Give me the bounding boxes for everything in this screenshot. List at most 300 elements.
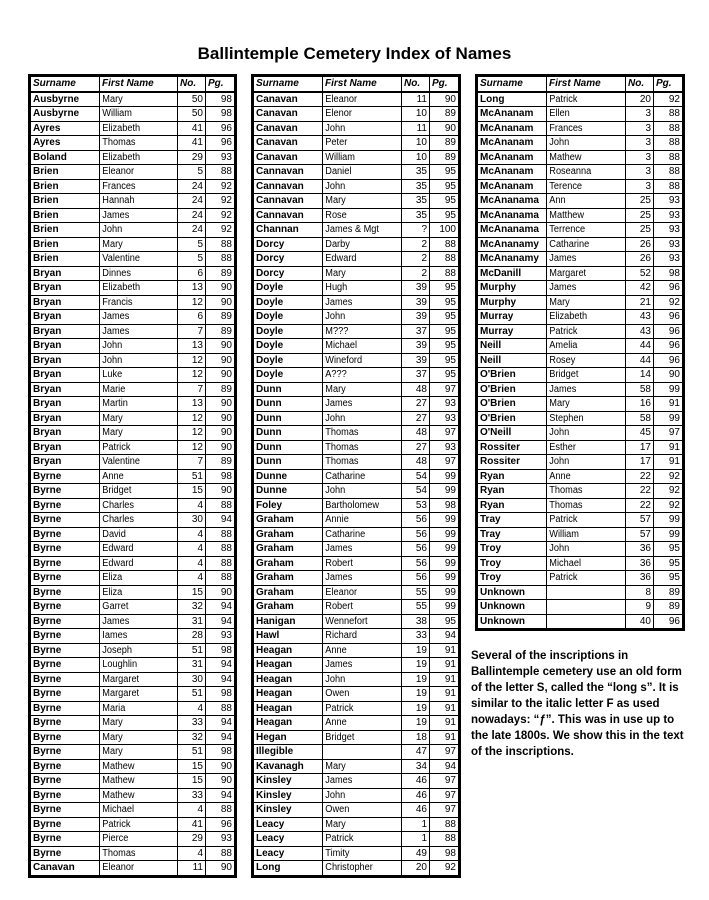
first-name-cell: Maria [100, 701, 172, 716]
first-name-cell: Wineford [323, 353, 396, 368]
surname-cell: Ryan [477, 469, 547, 484]
table-row [253, 846, 460, 861]
surname-cell: Graham [253, 556, 323, 571]
header-no: No. [402, 76, 430, 92]
surname-cell: McAnanama [477, 194, 547, 209]
surname-cell: Bryan [30, 382, 100, 397]
first-name-cell: Mary [323, 194, 396, 209]
surname-cell: Byrne [30, 846, 100, 861]
surname-cell: Bryan [30, 324, 100, 339]
surname-cell: Tray [477, 527, 547, 542]
surname-cell: Murphy [477, 281, 547, 296]
page-number-cell: 89 [654, 585, 684, 600]
page-number-cell: 91 [430, 716, 460, 731]
first-name-cell: William [100, 107, 172, 122]
entry-number-cell: 36 [626, 571, 654, 586]
table-row [30, 846, 236, 861]
table-row [477, 585, 684, 600]
page-number-cell: 92 [654, 92, 684, 107]
table-row [30, 121, 236, 136]
page-number-cell: 95 [430, 339, 460, 354]
table-row [30, 861, 236, 877]
first-name-cell: James [547, 382, 620, 397]
page-number-cell: 88 [206, 542, 236, 557]
entry-number-cell: 24 [178, 223, 206, 238]
surname-cell: Troy [477, 571, 547, 586]
first-name-cell: Mary [547, 295, 620, 310]
page-number-cell: 95 [430, 194, 460, 209]
page-number-cell: 97 [430, 382, 460, 397]
page-number-cell: 88 [430, 832, 460, 847]
table-row [477, 150, 684, 165]
entry-number-cell: 51 [178, 745, 206, 760]
first-name-cell: Thomas [323, 455, 396, 470]
page-number-cell: 99 [430, 469, 460, 484]
first-name-cell: Michael [323, 339, 396, 354]
first-name-cell: Elizabeth [100, 121, 172, 136]
surname-cell: Byrne [30, 803, 100, 818]
first-name-cell: Thomas [100, 846, 172, 861]
first-name-cell: Mary [100, 716, 172, 731]
table-row [477, 527, 684, 542]
surname-cell: Brien [30, 165, 100, 180]
entry-number-cell: 5 [178, 237, 206, 252]
table-row [253, 614, 460, 629]
entry-number-cell: 22 [626, 484, 654, 499]
surname-cell: Hawl [253, 629, 323, 644]
page-number-cell: 94 [430, 759, 460, 774]
table-row [253, 223, 460, 238]
entry-number-cell: 15 [178, 774, 206, 789]
table-row [253, 208, 460, 223]
page-number-cell: 91 [430, 672, 460, 687]
entry-number-cell: 4 [178, 571, 206, 586]
entry-number-cell: 19 [402, 643, 430, 658]
surname-cell: Murphy [477, 295, 547, 310]
first-name-cell: Roseanna [547, 165, 620, 180]
page-number-cell: 98 [430, 498, 460, 513]
header-first-name: First Name [547, 76, 626, 92]
entry-number-cell: 11 [178, 861, 206, 877]
entry-number-cell: 25 [626, 208, 654, 223]
first-name-cell: Eliza [100, 571, 172, 586]
table-row [253, 701, 460, 716]
surname-cell: Byrne [30, 614, 100, 629]
surname-cell: McAnanama [477, 223, 547, 238]
entry-number-cell: 11 [402, 92, 430, 107]
first-name-cell: John [323, 179, 396, 194]
page-number-cell: 88 [206, 165, 236, 180]
page-number-cell: 95 [430, 368, 460, 383]
entry-number-cell: 56 [402, 513, 430, 528]
page-number-cell: 94 [206, 730, 236, 745]
table-row [253, 426, 460, 441]
page-number-cell: 97 [654, 426, 684, 441]
entry-number-cell: 27 [402, 411, 430, 426]
first-name-cell: Patrick [100, 440, 172, 455]
table-row [30, 745, 236, 760]
page-number-cell: 92 [430, 861, 460, 877]
page-number-cell: 96 [654, 324, 684, 339]
surname-cell: Byrne [30, 484, 100, 499]
entry-number-cell: 39 [402, 339, 430, 354]
table-row [253, 730, 460, 745]
surname-cell: Kavanagh [253, 759, 323, 774]
entry-number-cell: 30 [178, 672, 206, 687]
surname-cell: Dunne [253, 484, 323, 499]
table-row [477, 121, 684, 136]
table-row [30, 759, 236, 774]
surname-cell: Brien [30, 194, 100, 209]
table-row [253, 107, 460, 122]
page-number-cell: 92 [206, 208, 236, 223]
table-row [253, 658, 460, 673]
entry-number-cell: 7 [178, 382, 206, 397]
page-number-cell: 88 [430, 266, 460, 281]
entry-number-cell: 56 [402, 556, 430, 571]
first-name-cell: Catharine [547, 237, 620, 252]
page-number-cell: 95 [430, 165, 460, 180]
page-number-cell: 96 [654, 353, 684, 368]
header-surname: Surname [253, 76, 323, 92]
table-row [253, 585, 460, 600]
surname-cell: Ryan [477, 498, 547, 513]
first-name-cell: Charles [100, 513, 172, 528]
entry-number-cell: 38 [402, 614, 430, 629]
table-row [253, 295, 460, 310]
table-row [477, 252, 684, 267]
first-name-cell: James [323, 397, 396, 412]
table-row [30, 513, 236, 528]
entry-number-cell: 12 [178, 411, 206, 426]
table-row [477, 107, 684, 122]
table-row [253, 310, 460, 325]
surname-cell: Troy [477, 556, 547, 571]
page-number-cell: 92 [206, 179, 236, 194]
surname-cell: Dorcy [253, 252, 323, 267]
table-row [253, 774, 460, 789]
first-name-cell: Mathew [100, 788, 172, 803]
surname-cell: Ayres [30, 121, 100, 136]
page-number-cell: 89 [430, 150, 460, 165]
page-number-cell: 88 [654, 165, 684, 180]
surname-cell: McDanill [477, 266, 547, 281]
entry-number-cell: 32 [178, 600, 206, 615]
page-number-cell: 88 [430, 237, 460, 252]
page-number-cell: 93 [430, 397, 460, 412]
table-row [253, 498, 460, 513]
first-name-cell: John [323, 121, 396, 136]
header-pg: Pg. [654, 76, 684, 92]
entry-number-cell: 41 [178, 121, 206, 136]
entry-number-cell: 10 [402, 136, 430, 151]
page-number-cell: 90 [206, 281, 236, 296]
table-row [30, 136, 236, 151]
surname-cell: Unknown [477, 614, 547, 630]
entry-number-cell: 42 [626, 281, 654, 296]
table-row [30, 484, 236, 499]
table-row [30, 310, 236, 325]
page-number-cell: 88 [206, 846, 236, 861]
table-row [253, 469, 460, 484]
table-row [30, 687, 236, 702]
page-number-cell: 89 [206, 324, 236, 339]
entry-number-cell: 32 [178, 730, 206, 745]
first-name-cell: Francis [100, 295, 172, 310]
page-number-cell: 98 [206, 643, 236, 658]
table-row [477, 440, 684, 455]
entry-number-cell: 13 [178, 339, 206, 354]
entry-number-cell: 54 [402, 484, 430, 499]
entry-number-cell: 19 [402, 716, 430, 731]
surname-cell: Neill [477, 339, 547, 354]
table-row [477, 92, 684, 107]
table-row [253, 121, 460, 136]
surname-cell: Doyle [253, 281, 323, 296]
first-name-cell: Hugh [323, 281, 396, 296]
first-name-cell: Loughlin [100, 658, 172, 673]
entry-number-cell: 4 [178, 556, 206, 571]
table-row [253, 382, 460, 397]
surname-cell: Doyle [253, 310, 323, 325]
surname-cell: Illegible [253, 745, 323, 760]
table-row [253, 339, 460, 354]
surname-cell: Doyle [253, 353, 323, 368]
first-name-cell: Valentine [100, 455, 172, 470]
surname-cell: Cannavan [253, 179, 323, 194]
entry-number-cell: 35 [402, 165, 430, 180]
table-row [253, 368, 460, 383]
surname-cell: Murray [477, 310, 547, 325]
index-table-2 [251, 74, 461, 878]
first-name-cell: John [100, 223, 172, 238]
table-row [253, 861, 460, 877]
entry-number-cell: 41 [178, 136, 206, 151]
first-name-cell: James [100, 614, 172, 629]
first-name-cell: Patrick [323, 701, 396, 716]
table-row [30, 324, 236, 339]
surname-cell: Canavan [253, 107, 323, 122]
first-name-cell: Thomas [100, 136, 172, 151]
entry-number-cell: 39 [402, 310, 430, 325]
table-row [477, 614, 684, 630]
entry-number-cell: 39 [402, 353, 430, 368]
first-name-cell [323, 745, 396, 760]
table-row [30, 440, 236, 455]
surname-cell: Canavan [253, 121, 323, 136]
entry-number-cell: 12 [178, 353, 206, 368]
surname-cell: Cannavan [253, 208, 323, 223]
first-name-cell: Thomas [323, 426, 396, 441]
first-name-cell: Mary [100, 730, 172, 745]
entry-number-cell: 8 [626, 585, 654, 600]
surname-cell: Unknown [477, 600, 547, 615]
entry-number-cell: 43 [626, 324, 654, 339]
surname-cell: Hegan [253, 730, 323, 745]
entry-number-cell: 16 [626, 397, 654, 412]
first-name-cell: Eliza [100, 585, 172, 600]
surname-cell: Byrne [30, 542, 100, 557]
table-row [477, 382, 684, 397]
first-name-cell: William [323, 150, 396, 165]
page-number-cell: 95 [430, 614, 460, 629]
first-name-cell: Patrick [547, 571, 620, 586]
first-name-cell [547, 585, 620, 600]
surname-cell: O'Neill [477, 426, 547, 441]
first-name-cell: Bridget [547, 368, 620, 383]
first-name-cell: Garret [100, 600, 172, 615]
page-number-cell: 96 [654, 281, 684, 296]
first-name-cell: John [323, 672, 396, 687]
surname-cell: Boland [30, 150, 100, 165]
page-number-cell: 93 [430, 411, 460, 426]
table-row [253, 455, 460, 470]
page-number-cell: 97 [430, 455, 460, 470]
page-number-cell: 89 [430, 107, 460, 122]
entry-number-cell: 55 [402, 585, 430, 600]
table-row [30, 556, 236, 571]
entry-number-cell: 46 [402, 788, 430, 803]
page-number-cell: 97 [430, 774, 460, 789]
page-number-cell: 88 [654, 150, 684, 165]
entry-number-cell: 12 [178, 426, 206, 441]
first-name-cell: Edward [100, 556, 172, 571]
table-row [477, 237, 684, 252]
page-number-cell: 98 [206, 107, 236, 122]
first-name-cell: Mathew [100, 759, 172, 774]
entry-number-cell: 21 [626, 295, 654, 310]
page-number-cell: 90 [206, 861, 236, 877]
page-number-cell: 98 [654, 266, 684, 281]
first-name-cell: Amelia [547, 339, 620, 354]
surname-cell: Bryan [30, 353, 100, 368]
table-row [477, 571, 684, 586]
entry-number-cell: 5 [178, 165, 206, 180]
table-row [30, 455, 236, 470]
page-number-cell: 92 [206, 194, 236, 209]
entry-number-cell: 18 [402, 730, 430, 745]
first-name-cell: James [547, 281, 620, 296]
table-row [253, 629, 460, 644]
surname-cell: Bryan [30, 310, 100, 325]
table-row [477, 281, 684, 296]
table-row [253, 136, 460, 151]
table-row [477, 397, 684, 412]
surname-cell: Byrne [30, 759, 100, 774]
page-number-cell: 91 [430, 687, 460, 702]
surname-cell: Brien [30, 252, 100, 267]
table-row [477, 513, 684, 528]
table-row [477, 136, 684, 151]
page-number-cell: 94 [206, 658, 236, 673]
first-name-cell: Valentine [100, 252, 172, 267]
surname-cell: Byrne [30, 571, 100, 586]
first-name-cell: Marie [100, 382, 172, 397]
surname-cell: Byrne [30, 469, 100, 484]
page-number-cell: 94 [430, 629, 460, 644]
table-row [253, 165, 460, 180]
entry-number-cell: 22 [626, 469, 654, 484]
first-name-cell: Elenor [323, 107, 396, 122]
entry-number-cell: 15 [178, 585, 206, 600]
table-row [253, 281, 460, 296]
entry-number-cell: 49 [402, 846, 430, 861]
first-name-cell: Joseph [100, 643, 172, 658]
first-name-cell: Eleanor [100, 165, 172, 180]
table-row [30, 788, 236, 803]
surname-cell: Heagan [253, 643, 323, 658]
table-row [30, 339, 236, 354]
first-name-cell: John [323, 411, 396, 426]
page-number-cell: 94 [206, 672, 236, 687]
table-row [253, 440, 460, 455]
entry-number-cell: 53 [402, 498, 430, 513]
page-number-cell: 90 [430, 92, 460, 107]
entry-number-cell: 39 [402, 281, 430, 296]
entry-number-cell: 19 [402, 687, 430, 702]
page-number-cell: 97 [430, 745, 460, 760]
surname-cell: Byrne [30, 643, 100, 658]
page-number-cell: 92 [206, 223, 236, 238]
table-row [30, 281, 236, 296]
page-number-cell: 98 [206, 745, 236, 760]
table-row [30, 585, 236, 600]
entry-number-cell: 25 [626, 223, 654, 238]
entry-number-cell: 29 [178, 832, 206, 847]
surname-cell: O'Brien [477, 397, 547, 412]
table-row [253, 411, 460, 426]
surname-cell: McAnanamy [477, 237, 547, 252]
page-number-cell: 88 [654, 136, 684, 151]
header-pg: Pg. [206, 76, 236, 92]
first-name-cell: Mathew [547, 150, 620, 165]
table-row [253, 397, 460, 412]
first-name-cell: Eleanor [323, 585, 396, 600]
first-name-cell: Iames [100, 629, 172, 644]
entry-number-cell: 27 [402, 440, 430, 455]
surname-cell: McAnanam [477, 150, 547, 165]
first-name-cell: Catharine [323, 469, 396, 484]
page-number-cell: 90 [206, 368, 236, 383]
entry-number-cell: 24 [178, 194, 206, 209]
surname-cell: Canavan [30, 861, 100, 877]
entry-number-cell: 3 [626, 165, 654, 180]
table-row [477, 368, 684, 383]
table-row [30, 527, 236, 542]
page-number-cell: 98 [206, 92, 236, 107]
header-first-name: First Name [100, 76, 178, 92]
entry-number-cell: 37 [402, 324, 430, 339]
surname-cell: Byrne [30, 513, 100, 528]
entry-number-cell: 1 [402, 832, 430, 847]
table-row [30, 411, 236, 426]
page-number-cell: 96 [654, 614, 684, 630]
entry-number-cell: 24 [178, 208, 206, 223]
surname-cell: Murray [477, 324, 547, 339]
table-row [30, 368, 236, 383]
page-number-cell: 97 [430, 426, 460, 441]
first-name-cell: Martin [100, 397, 172, 412]
surname-cell: Dunn [253, 382, 323, 397]
page-number-cell: 88 [206, 556, 236, 571]
first-name-cell: Mary [100, 411, 172, 426]
surname-cell: Dunn [253, 411, 323, 426]
table-row [477, 194, 684, 209]
entry-number-cell: 2 [402, 237, 430, 252]
first-name-cell: Charles [100, 498, 172, 513]
entry-number-cell: 29 [178, 150, 206, 165]
surname-cell: Byrne [30, 817, 100, 832]
